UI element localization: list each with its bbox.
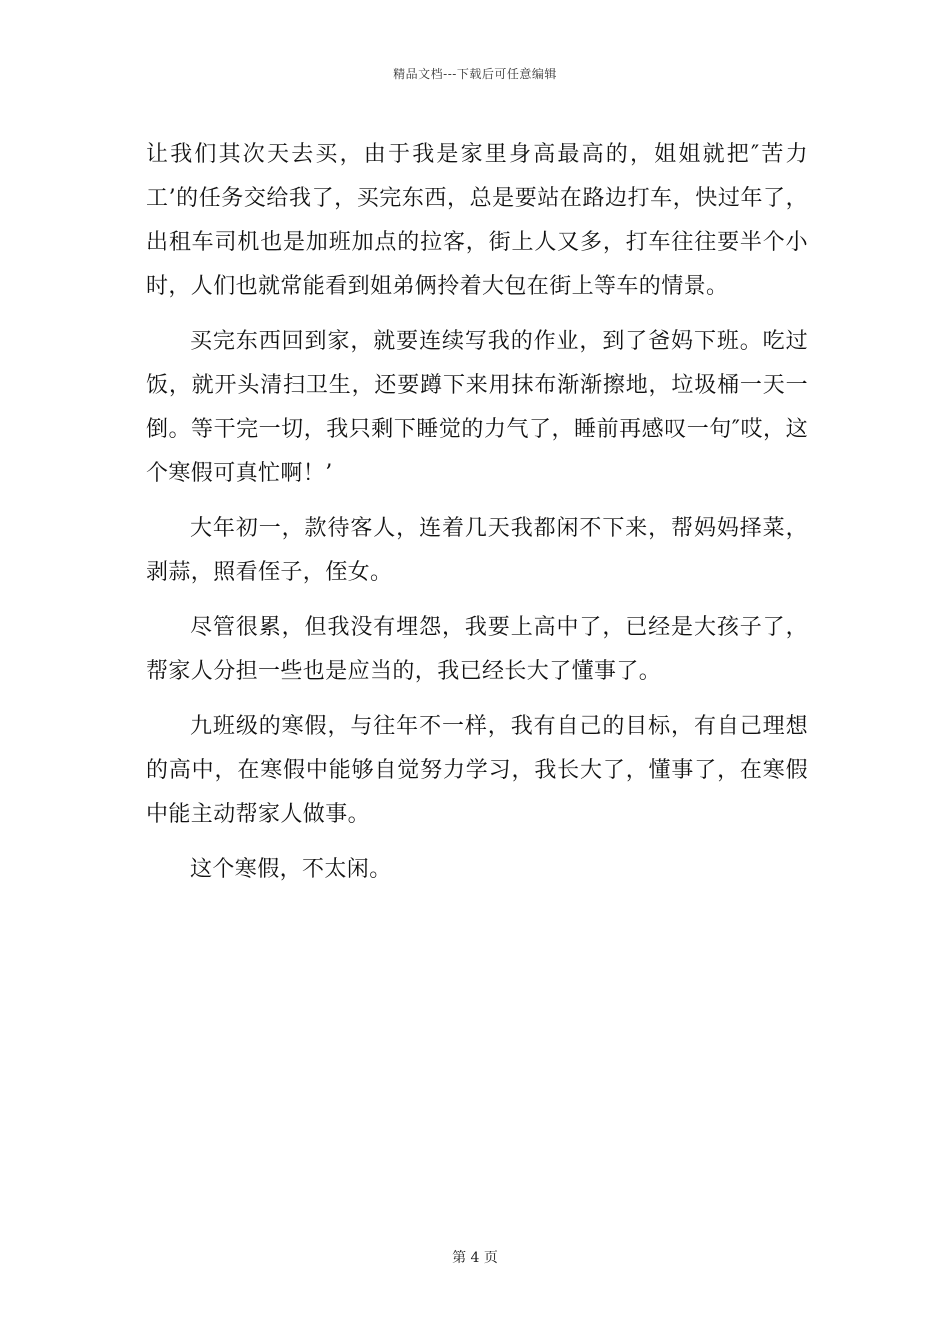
text-line: 九班级的寒假，与往年不一样，我有自己的目标，有自己理想	[190, 714, 808, 739]
paragraph	[146, 320, 808, 496]
paragraph	[146, 133, 808, 309]
paragraph	[146, 507, 808, 595]
page-number: 第 4 页	[452, 1250, 498, 1266]
document-body	[146, 133, 808, 892]
text-line: 倒。等干完一切，我只剩下睡觉的力气了，睡前再感叹一句″哎，这	[146, 417, 808, 442]
text-line: 剥蒜，照看侄子，侄女。	[146, 560, 393, 585]
text-line: 尽管很累，但我没有埋怨，我要上高中了，已经是大孩子了，	[190, 615, 808, 640]
text-line: 的高中，在寒假中能够自觉努力学习，我长大了，懂事了，在寒假	[146, 758, 808, 783]
text-line: 让我们其次天去买，由于我是家里身高最高的，姐姐就把″苦力	[146, 142, 808, 167]
paragraph	[146, 606, 808, 694]
text-line: 大年初一，款待客人，连着几天我都闲不下来，帮妈妈择菜，	[190, 516, 808, 541]
paragraph	[146, 848, 808, 892]
text-line: 帮家人分担一些也是应当的，我已经长大了懂事了。	[146, 659, 662, 684]
paragraph	[146, 705, 808, 837]
text-line: 买完东西回到家，就要连续写我的作业，到了爸妈下班。吃过	[190, 329, 808, 354]
text-line: 饭，就开头清扫卫生，还要蹲下来用抹布渐渐擦地，垃圾桶一天一	[146, 373, 808, 398]
text-line: 中能主动帮家人做事。	[146, 802, 371, 827]
text-line: 工’的任务交给我了，买完东西，总是要站在路边打车，快过年了，	[146, 186, 808, 211]
text-line: 这个寒假，不太闲。	[190, 857, 392, 882]
text-line: 个寒假可真忙啊！’	[146, 461, 333, 486]
text-line: 出租车司机也是加班加点的拉客，街上人又多，打车往往要半个小	[146, 230, 808, 255]
text-line: 时，人们也就常能看到姐弟俩拎着大包在街上等车的情景。	[146, 274, 729, 299]
page-header: 精品文档---下载后可任意编辑	[393, 67, 557, 81]
